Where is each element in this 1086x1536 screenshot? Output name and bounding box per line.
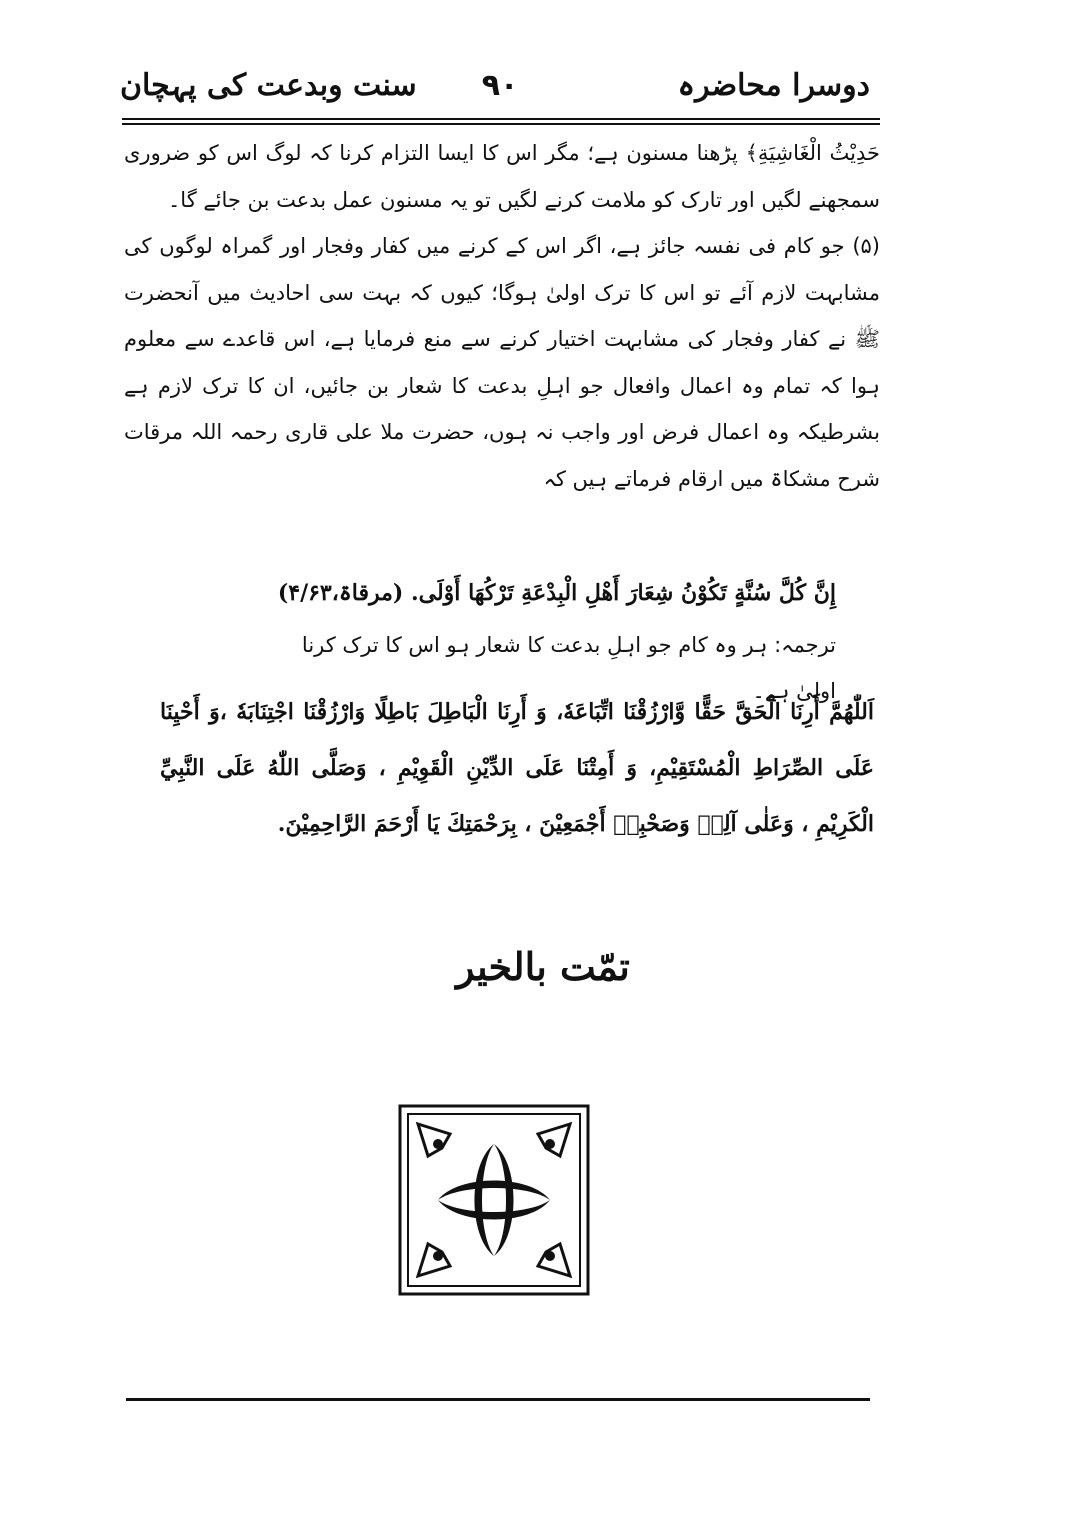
footer-rule bbox=[126, 1398, 870, 1401]
arabic-quote bbox=[210, 570, 836, 616]
body-text bbox=[124, 130, 880, 502]
floral-ornament-icon bbox=[398, 1104, 590, 1296]
header-rule-thin bbox=[122, 118, 880, 120]
quote-translation: ترجمہ: ہر وہ کام جو اہلِ بدعت کا شعار ہو اس کا ترک کرنا اولیٰ ہے۔ bbox=[301, 633, 836, 703]
page-number: ۹۰ bbox=[481, 68, 519, 103]
book-title: سنت وبدعت کی پہچان bbox=[120, 68, 417, 103]
paragraph-continuation: حَدِيْثُ الْغَاشِيَةِ﴾ پڑھنا مسنون ہے؛ مگر اس کا ایسا التزام کرنا کہ لوگ اس کو ضروری سمجھنے لگیں اور تارک کو ملامت کرنے لگیں تو یہ مسنون عمل بدعت بن جائے گا۔ bbox=[124, 141, 880, 212]
closing-phrase: تمّت بالخير bbox=[456, 944, 630, 989]
chapter-title: دوسرا محاضرہ bbox=[677, 68, 870, 103]
header-rule-thick bbox=[122, 123, 880, 125]
paragraph-rule-5: (۵) جو کام فی نفسہ جائز ہے، اگر اس کے کرنے میں کفار وفجار اور گمراہ لوگوں کی مشابہت لازم آئے تو اس کا ترک اولیٰ ہوگا؛ کیوں کہ بہت سی احادیث میں آنحضرت ﷺ نے کفار وفجار کی مشابہت اختیار کرنے سے منع فرمایا ہے، اس قاعدے سے معلوم ہوا کہ تمام وہ اعمال وافعال جو اہلِ بدعت کا شعار بن جائیں، ان کا ترک لازم ہے بشرطیکہ وہ اعمال فرض اور واجب نہ ہوں، حضرت ملا علی قاری رحمہ اللہ مرقات شرح مشکاۃ میں ارقام فرماتے ہیں کہ bbox=[124, 234, 880, 491]
quote-reference: (مرقاۃ،۴/۶۳) bbox=[277, 580, 404, 606]
arabic-quote-text: إِنَّ كُلَّ سُنَّةٍ تَكُوْنُ شِعَارَ أَهْلِ الْبِدْعَةِ تَرْكُهَا أَوْلَى. bbox=[410, 580, 836, 606]
page-header bbox=[120, 62, 880, 114]
closing-dua: اَللّٰهُمَّ أَرِنَا الْحَقَّ حَقًّا وَّارْزُقْنَا اتِّبَاعَهٗ، وَ أَرِنَا الْبَاطِلَ بَاطِلًا وَارْزُقْنَا اجْتِنَابَهٗ ،وَ أَحْيِنَا عَلَى الصِّرَاطِ الْمُسْتَقِيْمِ، وَ أَمِتْنَا عَلَى الدِّيْنِ الْقَوِيْمِ ، وَصَلَّى اللّٰهُ عَلَى النَّبِيِّ الْكَرِيْمِ ، وَعَلٰى آلِهٖ وَصَحْبِهٖ أَجْمَعِيْنَ ، بِرَحْمَتِكَ يَا أَرْحَمَ الرَّاحِمِيْنَ. bbox=[160, 699, 874, 837]
